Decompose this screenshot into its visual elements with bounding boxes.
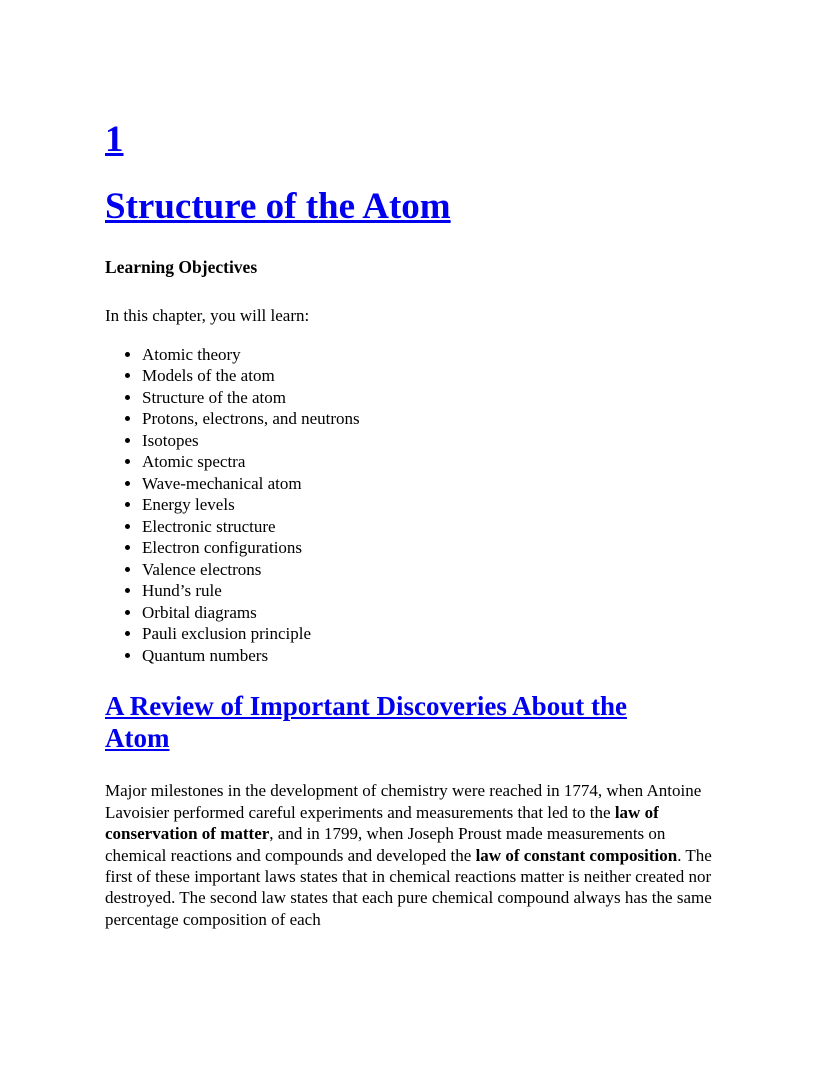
list-item: • Pauli exclusion principle — [142, 623, 715, 645]
chapter-title-heading — [105, 188, 715, 225]
chapter-title-link[interactable]: Structure of the Atom — [105, 186, 451, 227]
list-item: • Quantum numbers — [142, 645, 715, 667]
chapter-content — [105, 121, 715, 930]
list-item: • Atomic theory — [142, 344, 715, 366]
list-item: • Energy levels — [142, 494, 715, 516]
list-item: • Protons, electrons, and neutrons — [142, 408, 715, 430]
list-item: • Orbital diagrams — [142, 602, 715, 624]
list-item: • Atomic spectra — [142, 451, 715, 473]
list-item: • Structure of the atom — [142, 387, 715, 409]
chapter-intro-text: In this chapter, you will learn: — [105, 305, 310, 325]
list-item: • Valence electrons — [142, 559, 715, 581]
list-item: • Electron configurations — [142, 537, 715, 559]
learning-objectives-heading: Learning Objectives — [105, 257, 258, 277]
list-item: • Models of the atom — [142, 365, 715, 387]
list-item: • Wave-mechanical atom — [142, 473, 715, 495]
section-heading-link[interactable]: A Review of Important Discoveries About the Atom — [105, 691, 627, 754]
objectives-list — [105, 344, 715, 667]
list-item: • Isotopes — [142, 430, 715, 452]
list-item: • Hund’s rule — [142, 580, 715, 602]
chapter-number-link[interactable]: 1 — [105, 119, 124, 160]
body-paragraph: Major milestones in the development of chemistry were reached in 1774, when Antoine Lavoisier performed careful experiments and measurements that led to the law of conservation of matter, and in 1799, when Joseph Proust made measurements on chemical reactions and compounds and developed the law of constant composition. The first of these important laws states that in chemical reactions matter is neither created nor destroyed. The second law states that each pure chemical compound always has the same percentage composition of each — [105, 781, 712, 929]
section-heading — [105, 690, 685, 754]
chapter-number-heading — [105, 121, 715, 158]
list-item: • Electronic structure — [142, 516, 715, 538]
